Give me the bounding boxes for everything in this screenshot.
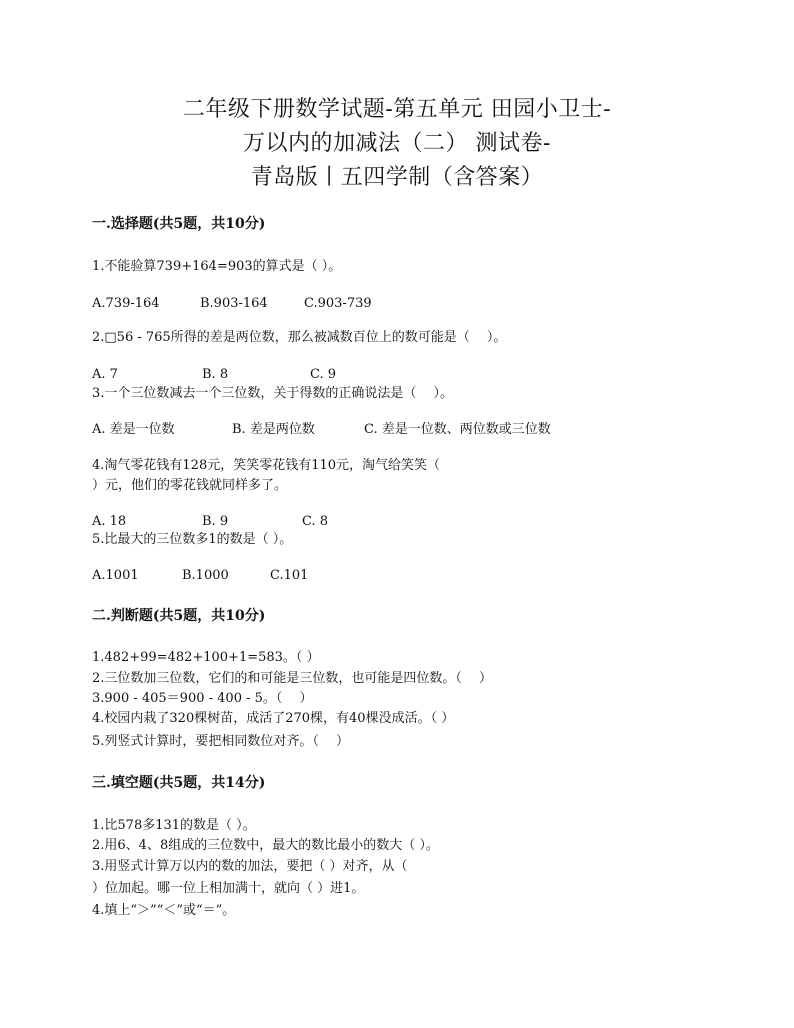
fill-blank-item: ）位加起。哪一位上相加满十，就向（ ）进1。 <box>92 881 365 896</box>
section-heading-fill-blank: 三.填空题(共5题，共14分) <box>92 775 266 791</box>
option-a: A.1001 <box>92 568 139 583</box>
fill-blank-item: 2.用6、4、8组成的三位数中，最大的数比最小的数大（ ）。 <box>92 838 439 853</box>
title-line-1: 二年级下册数学试题-第五单元 田园小卫士- <box>182 97 612 122</box>
section-heading-choice: 一.选择题(共5题，共10分) <box>92 216 266 232</box>
option-a: A. 7 <box>92 367 118 382</box>
option-a: A. 差是一位数 <box>92 422 175 437</box>
judgement-item: 2.三位数加三位数，它们的和可能是三位数，也可能是四位数。（ ） <box>92 671 493 686</box>
judgement-item: 5.列竖式计算时，要把相同数位对齐。（ ） <box>92 734 350 749</box>
option-c: C. 9 <box>310 367 337 382</box>
option-a: A.739-164 <box>92 296 160 311</box>
question-1-5: 5.比最大的三位数多1的数是（ ）。 <box>92 532 293 547</box>
option-b: B.1000 <box>182 568 229 583</box>
option-c: C.903-739 <box>304 296 372 311</box>
option-c: C.101 <box>270 568 309 583</box>
fill-blank-item: 4.填上“＞”“＜”或“＝”。 <box>92 903 236 918</box>
option-c: C. 差是一位数、两位数或三位数 <box>364 422 551 437</box>
option-b: B. 8 <box>202 367 229 382</box>
judgement-item: 4.校园内栽了320棵树苗，成活了270棵，有40棵没成活。（ ） <box>92 711 455 726</box>
title-line-3: 青岛版丨五四学制（含答案） <box>250 165 544 190</box>
fill-blank-item: 1.比578多131的数是（ ）。 <box>92 818 256 833</box>
question-1-3: 3.一个三位数减去一个三位数，关于得数的正确说法是（ ）。 <box>92 386 454 401</box>
question-1-1: 1.不能验算739+164=903的算式是（ ）。 <box>92 259 342 274</box>
title-line-2: 万以内的加减法（二） 测试卷- <box>243 131 551 156</box>
question-1-4-line-1: 4.淘气零花钱有128元，笑笑零花钱有110元，淘气给笑笑（ <box>92 458 441 473</box>
option-a: A. 18 <box>92 514 127 529</box>
option-b: B. 差是两位数 <box>232 422 315 437</box>
judgement-item: 1.482+99=482+100+1=583。（ ） <box>92 650 320 665</box>
fill-blank-item: 3.用竖式计算万以内的数的加法，要把（ ）对齐，从（ <box>92 859 408 874</box>
section-heading-judgement: 二.判断题(共5题，共10分) <box>92 608 266 624</box>
option-c: C. 8 <box>302 514 329 529</box>
question-1-2: 2.□56 - 765所得的差是两位数，那么被减数百位上的数可能是（ ）。 <box>92 330 507 345</box>
option-b: B. 9 <box>202 514 229 529</box>
judgement-item: 3.900 - 405＝900 - 400 - 5。（ ） <box>92 691 313 706</box>
option-b: B.903-164 <box>200 296 268 311</box>
question-1-4-line-2: ）元，他们的零花钱就同样多了。 <box>92 478 288 493</box>
